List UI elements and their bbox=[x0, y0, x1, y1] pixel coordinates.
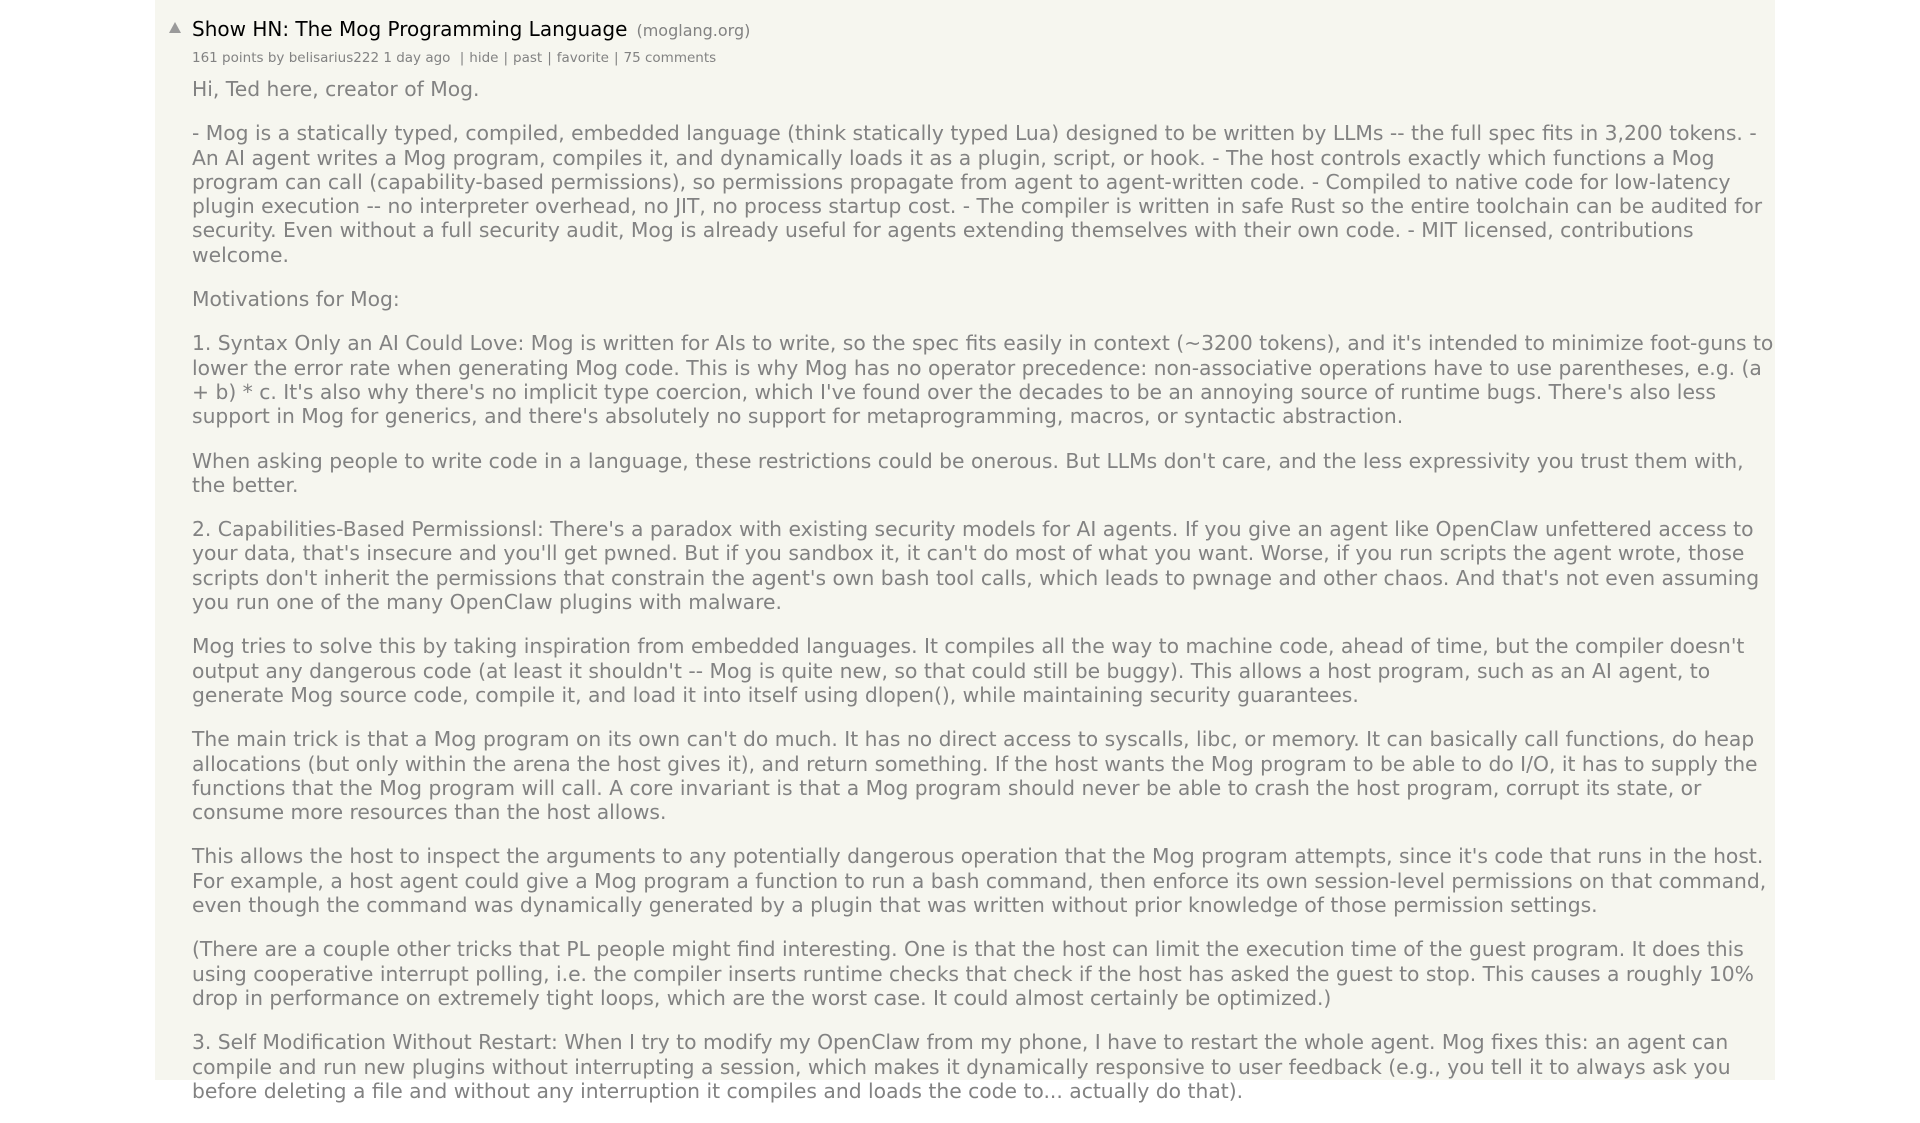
points-count: 161 points bbox=[192, 50, 264, 66]
separator: | bbox=[459, 50, 465, 66]
text-paragraph: - Mog is a statically typed, compiled, embedded language (think statically typed Lua) designed to be written by LLMs -- the full spec fits in 3,200 tokens. - An AI agent writes a Mog program, compiles it, and dynamically loads it as a plugin, script, or hook. - The host controls exactly which functions a Mog program can call (capability-based permissions), so permissions propagate from agent to agent-written code. - Compiled to native code for low-latency plugin execution -- no interpreter overhead, no JIT, no process startup cost. - The compiler is written in safe Rust so the entire toolchain can be audited for security. Even without a full security audit, Mog is already useful for agents extending themselves with their own code. - MIT licensed, contributions welcome. bbox=[192, 121, 1763, 267]
text-paragraph: Mog tries to solve this by taking inspiration from embedded languages. It compiles all the way to machine code, ahead of time, but the compiler doesn't output any dangerous code (at least it shouldn't -- Mog is quite new, so that could still be buggy). This allows a host program, such as an AI agent, to generate Mog source code, compile it, and load it into itself using dlopen(), while maintaining security guarantees. bbox=[192, 634, 1745, 707]
separator: | bbox=[503, 50, 509, 66]
story-subline bbox=[192, 50, 716, 66]
hide-link[interactable]: hide bbox=[469, 50, 499, 66]
text-paragraph: 2. Capabilities-Based Permissionsl: There's a paradox with existing security models for AI agents. If you give an agent like OpenClaw unfettered access to your data, that's insecure and you'll get pwned. But if you sandbox it, it can't do most of what you want. Worse, if you run scripts the agent wrote, those scripts don't inherit the permissions that constrain the agent's own bash tool calls, which leads to pwnage and other chaos. And that's not even assuming you run one of the many OpenClaw plugins with malware. bbox=[192, 517, 1760, 615]
text-paragraph: This allows the host to inspect the arguments to any potentially dangerous operation that the Mog program attempts, since it's code that runs in the host. For example, a host agent could give a Mog program a function to run a bash command, then enforce its own session-level permissions on that command, even though the command was dynamically generated by a plugin that was written without prior knowledge of those permission settings. bbox=[192, 844, 1767, 918]
text-paragraph: 3. Self Modification Without Restart: When I try to modify my OpenClaw from my phone, I have to restart the whole agent. Mog fixes this: an agent can compile and run new plugins without interrupting a session, which makes it dynamically responsive to user feedback (e.g., you tell it to always ask you before deleting a file and without any interruption it compiles and loads the code to... actually do that). bbox=[192, 1030, 1731, 1103]
site-domain-link[interactable]: moglang.org bbox=[642, 21, 745, 40]
site-domain: (moglang.org) bbox=[636, 21, 751, 40]
story-text bbox=[192, 77, 1778, 1123]
story-row bbox=[155, 14, 1775, 44]
by-label: by bbox=[267, 50, 285, 66]
text-paragraph: (There are a couple other tricks that PL people might find interesting. One is that the host can limit the execution time of the guest program. It does this using cooperative interrupt polling, i.e. the compiler inserts runtime checks that check if the host has asked the guest to stop. This causes a roughly 10% drop in performance on extremely tight loops, which are the worst case. It could almost certainly be optimized.) bbox=[192, 937, 1754, 1010]
title-line bbox=[192, 17, 750, 41]
text-paragraph: Motivations for Mog: bbox=[192, 287, 400, 312]
story-title-link[interactable]: Show HN: The Mog Programming Language bbox=[192, 17, 628, 41]
text-paragraph: The main trick is that a Mog program on its own can't do much. It has no direct access to syscalls, libc, or memory. It can basically call functions, do heap allocations (but only within the arena the host gives it), and return something. If the host wants the Mog program to be able to do I/O, it has to supply the functions that the Mog program will call. A core invariant is that a Mog program should never be able to crash the host program, corrupt its state, or consume more resources than the host allows. bbox=[192, 727, 1758, 825]
age-link[interactable]: 1 day ago bbox=[383, 50, 451, 66]
upvote-arrow-icon[interactable] bbox=[169, 22, 181, 33]
separator: | bbox=[613, 50, 619, 66]
favorite-link[interactable]: favorite bbox=[556, 50, 609, 66]
text-paragraph: 1. Syntax Only an AI Could Love: Mog is written for AIs to write, so the spec fits easily in context (~3200 tokens), and it's intended to minimize foot-guns to lower the error rate when generating Mog code. This is why Mog has no operator precedence: non-associative operations have to use parentheses, e.g. (a + b) * c. It's also why there's no implicit type coercion, which I've found over the decades to be an annoying source of runtime bugs. There's also less support in Mog for generics, and there's absolutely no support for metaprogramming, macros, or syntactic abstraction. bbox=[192, 331, 1774, 429]
text-paragraph: Hi, Ted here, creator of Mog. bbox=[192, 77, 480, 101]
story-page bbox=[155, 0, 1775, 1103]
separator: | bbox=[547, 50, 552, 66]
username-link[interactable]: belisarius222 bbox=[288, 50, 380, 66]
comments-link[interactable]: 75 comments bbox=[623, 50, 717, 66]
past-link[interactable]: past bbox=[513, 50, 543, 66]
text-paragraph: When asking people to write code in a language, these restrictions could be onerous. But LLMs don't care, and the less expressivity you trust them with, the better. bbox=[192, 448, 1744, 497]
